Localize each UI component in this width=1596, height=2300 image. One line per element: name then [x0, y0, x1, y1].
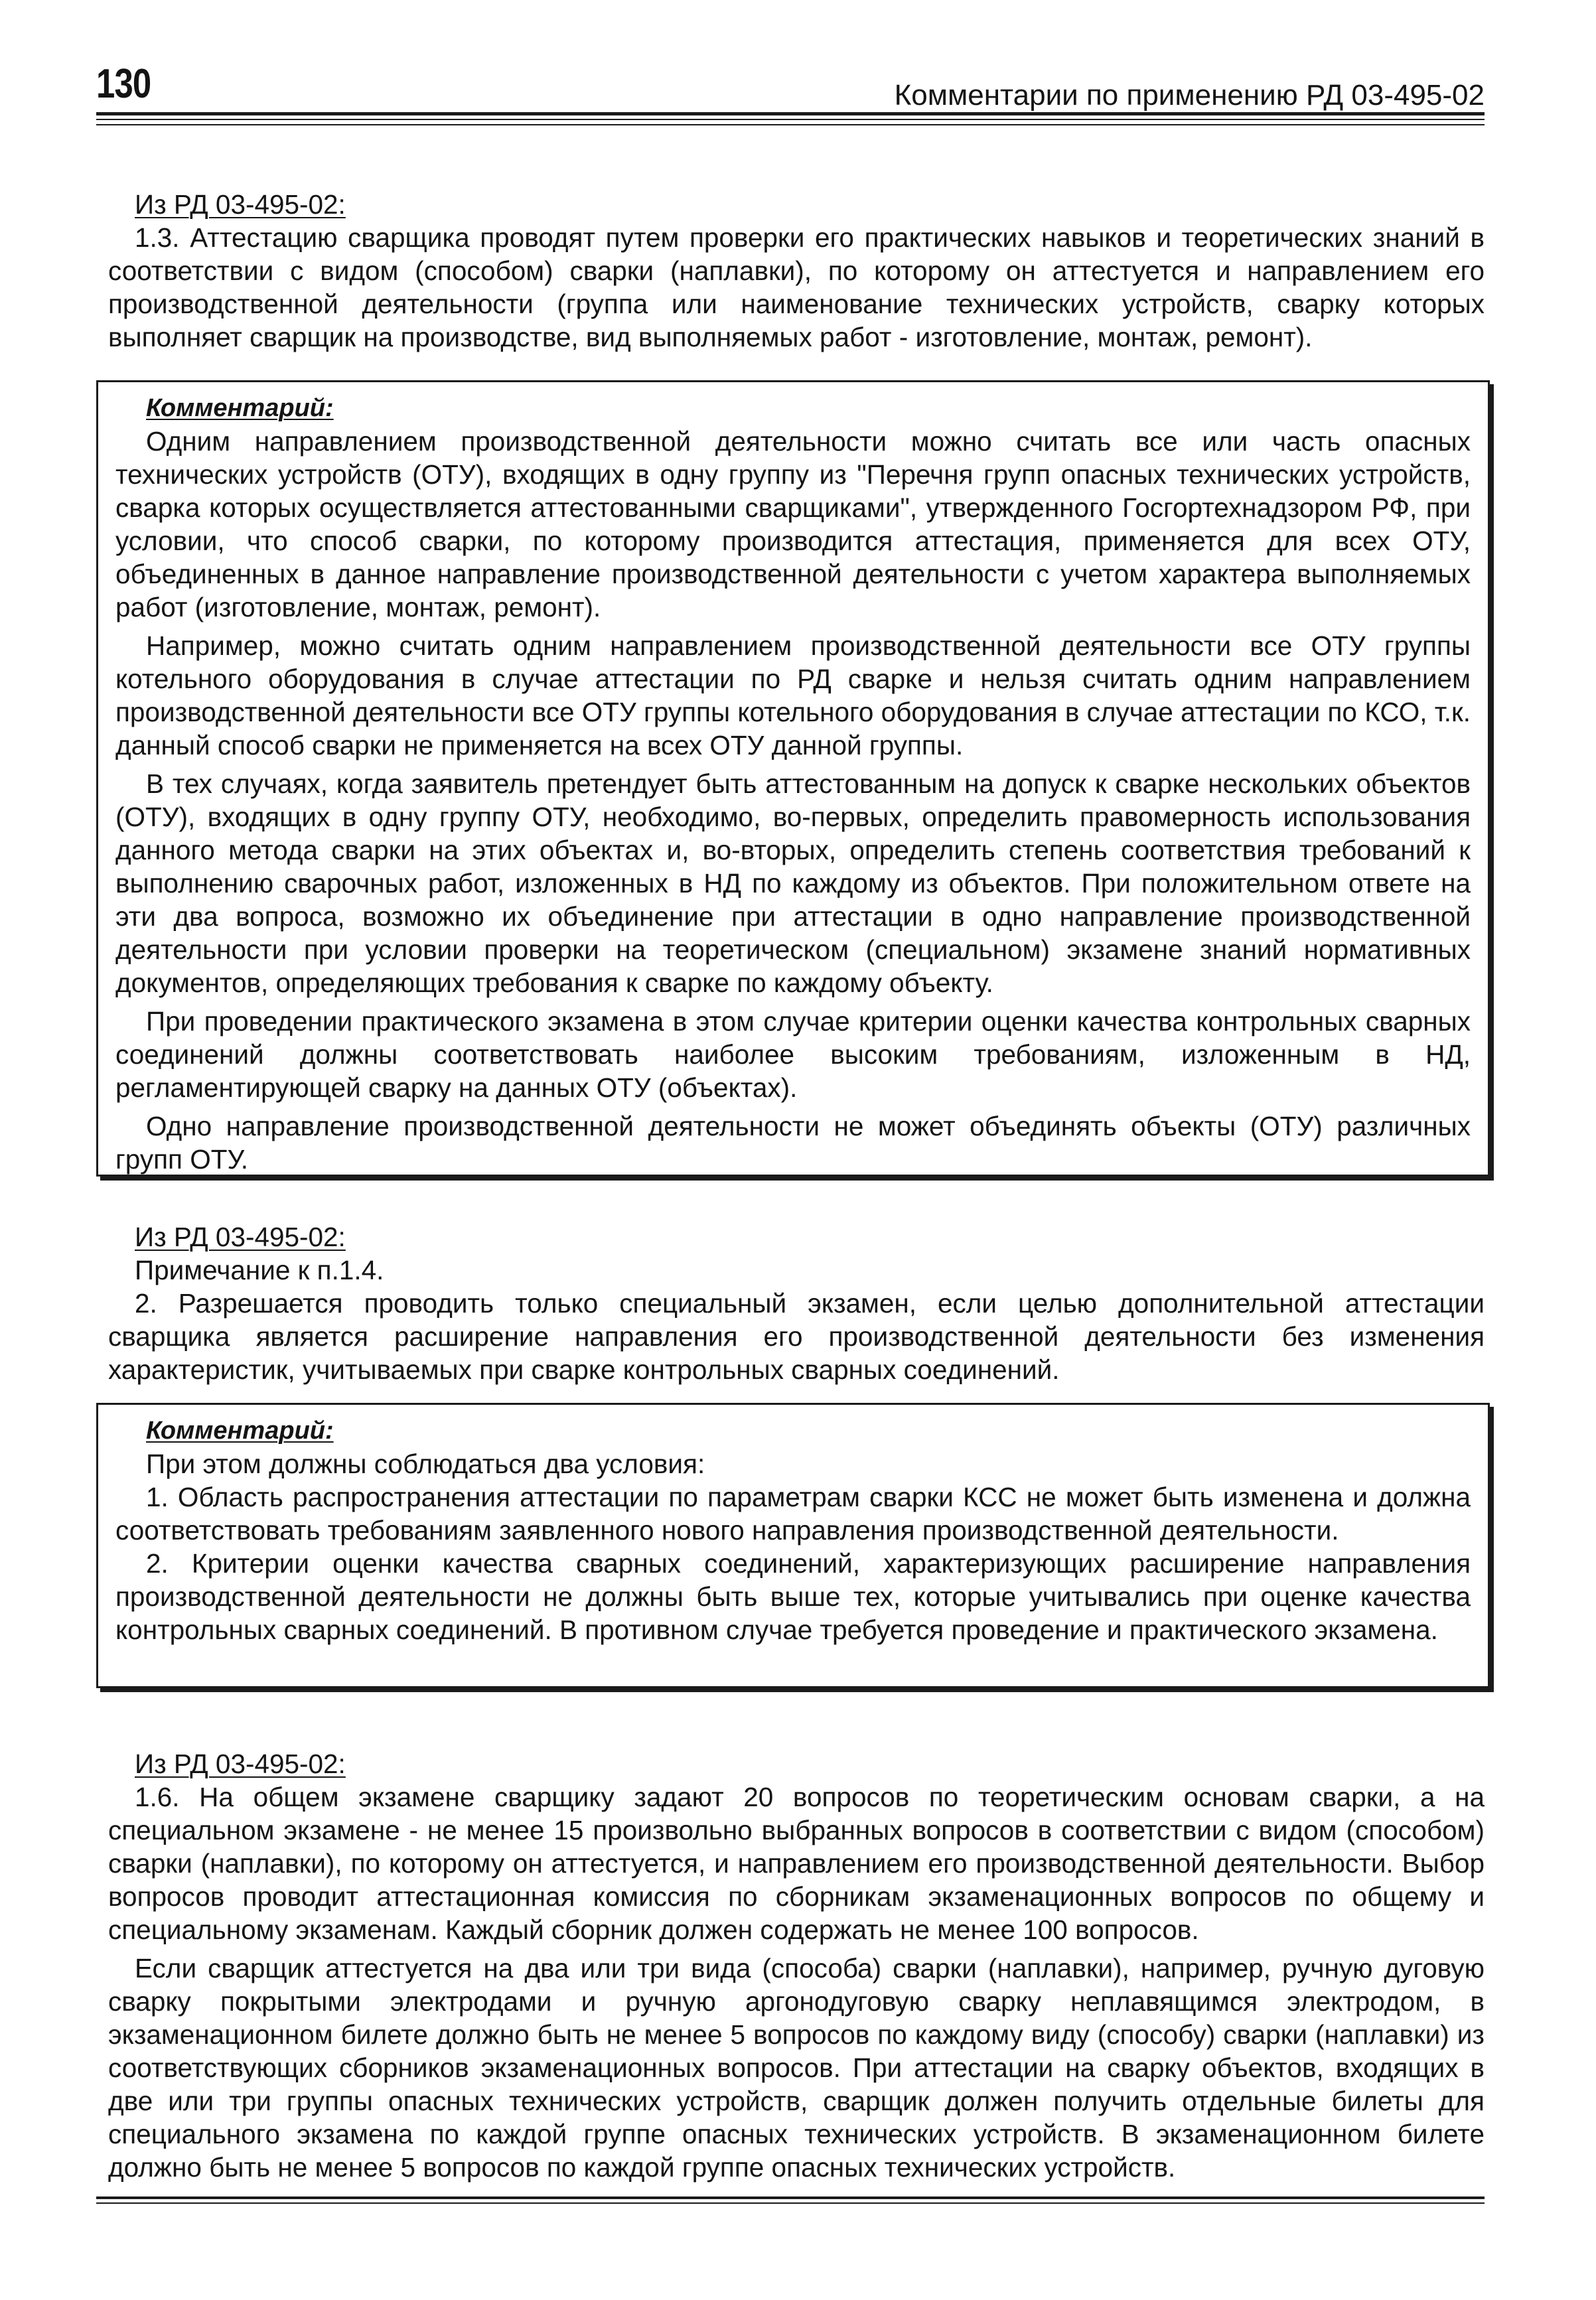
quote-paragraph: 1.3. Аттестацию сварщика проводят путем проверки его практических навыков и теоретических знаний в соответствии с видом (способом) сварки (наплавки), по которому он аттестуется и направлением его производственной деятельности (группа или наименование технических устройств, сварку которых выполняет сварщик на производстве, вид выполняемых работ - изготовление, монтаж, ремонт).: [108, 222, 1485, 352]
comment-condition-1: 1. Область распространения аттестации по параметрам сварки КСС не может быть изменена и должна соответствовать требованиям заявленного нового направления производственной деятельности.: [115, 1482, 1471, 1545]
header-rule-thin-2: [96, 124, 1485, 125]
page-number: 130: [96, 61, 151, 107]
comment-paragraph: В тех случаях, когда заявитель претендует быть аттестованным на допуск к сварке нескольких объектов (ОТУ), входящих в одну группу ОТУ, необходимо, во-первых, определить правомерность использования данного метода сварки на этих объектах и, во-вторых, определить степень соответствия требований к выполнению сварочных работ, изложенных в НД по каждому из объектов. При положительном ответе на эти два вопроса, возможно их объединение при аттестации в одно направление производственной деятельности при условии проверки на теоретическом (специальном) экзамене знаний нормативных документов, определяющих требования к сварке по каждому объекту.: [115, 768, 1471, 998]
comment-paragraph: Одно направление производственной деятельности не может объединять объекты (ОТУ) различных групп ОТУ.: [115, 1111, 1471, 1175]
comment-paragraph: При этом должны соблюдаться два условия:: [146, 1449, 705, 1479]
source-label: Из РД 03-495-02:: [135, 1222, 346, 1252]
quote-block-note-1-4: [108, 1220, 1485, 1386]
source-label: Из РД 03-495-02:: [135, 189, 346, 220]
comment-box-1: [96, 380, 1490, 1177]
comment-paragraph: Одним направлением производственной деятельности можно считать все или часть опасных технических устройств (ОТУ), входящих в одну группу из "Перечня групп опасных технических устройств, сварка которых осуществляется аттестованными сварщиками", утвержденного Госгортехнадзором РФ, при условии, что способ сварки, по которому производится аттестация, применяется для всех ОТУ, объединенных в данное направление производственной деятельности с учетом характера выполняемых работ (изготовление, монтаж, ремонт).: [115, 426, 1471, 622]
quote-note: Примечание к п.1.4.: [135, 1255, 384, 1285]
header-rule-thin: [96, 119, 1485, 120]
quote-source: [108, 1747, 1485, 1780]
comment-title: Комментарий:: [146, 394, 334, 422]
quote-source: [108, 1220, 1485, 1254]
quote-block-1-6: [108, 1747, 1485, 2184]
quote-paragraph: Если сварщик аттестуется на два или три вида (способа) сварки (наплавки), например, ручную дуговую сварку покрытыми электродами и ручную аргонодуговую сварку неплавящимся электродом, в экзаменационном билете должно быть не менее 5 вопросов по каждому виду (способу) сварки (наплавки) из соответствующих сборников экзаменационных вопросов. При аттестации на сварку объектов, входящих в две или три группы опасных технических устройств, сварщик должен получить отдельные билеты для специального экзамена по каждой группе опасных технических устройств. В экзаменационном билете должно быть не менее 5 вопросов по каждой группе опасных технических устройств.: [108, 1953, 1485, 2183]
header-rule: [96, 112, 1485, 115]
quote-block-1-3: [108, 188, 1485, 354]
footer-rule: [96, 2196, 1485, 2199]
running-title: Комментарии по применению РД 03-495-02: [894, 79, 1485, 111]
comment-title: Комментарий:: [146, 1417, 334, 1445]
quote-paragraph: 2. Разрешается проводить только специальный экзамен, если целью дополнительной аттестации сварщика является расширение направления его производственной деятельности без изменения характеристик, учитываемых при сварке контрольных сварных соединений.: [108, 1288, 1485, 1385]
comment-condition-2: 2. Критерии оценки качества сварных соединений, характеризующих расширение направления производственной деятельности не должны быть выше тех, которые учитывались при оценке качества контрольных сварных соединений. В противном случае требуется проведение и практического экзамена.: [115, 1548, 1471, 1645]
comment-paragraph: Например, можно считать одним направлением производственной деятельности все ОТУ группы котельного оборудования в случае аттестации по РД сварке и нельзя считать одним направлением производственной деятельности все ОТУ группы котельного оборудования в случае аттестации по КСО, т.к. данный способ сварки не применяется на всех ОТУ данной группы.: [115, 630, 1471, 760]
footer-rule-thin: [96, 2202, 1485, 2204]
comment-box-2: [96, 1403, 1490, 1688]
comment-paragraph: При проведении практического экзамена в этом случае критерии оценки качества контрольных сварных соединений должны соответствовать наиболее высоким требованиям, изложенным в НД, регламентирующей сварку на данных ОТУ (объектах).: [115, 1006, 1471, 1103]
quote-paragraph: 1.6. На общем экзамене сварщику задают 20 вопросов по теоретическим основам сварки, а на специальном экзамене - не менее 15 произвольно выбранных вопросов в соответствии с видом (способом) сварки (наплавки), по которому он аттестуется, и направлением его производственной деятельности. Выбор вопросов проводит аттестационная комиссия по сборникам экзаменационных вопросов по общему и специальному экзаменам. Каждый сборник должен содержать не менее 100 вопросов.: [108, 1782, 1485, 1945]
source-label: Из РД 03-495-02:: [135, 1749, 346, 1779]
quote-source: [108, 188, 1485, 221]
